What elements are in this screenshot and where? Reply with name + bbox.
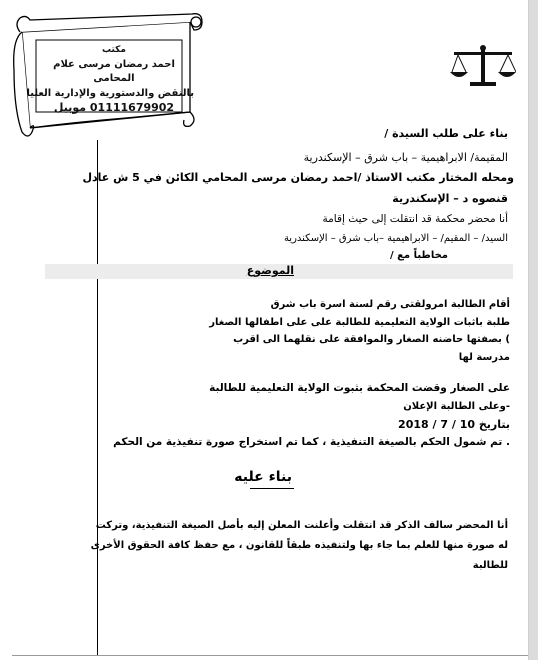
page-bottom-rule bbox=[12, 655, 528, 656]
paragraph-1-line-3: ) بصفتها حاضنه الصغار والموافقة على نقلهما الى اقرب bbox=[233, 334, 510, 345]
stamp-phone: 01111679902 موبيل bbox=[53, 101, 175, 114]
window-edge bbox=[529, 0, 538, 660]
paragraph-1-line-4: مدرسة لها bbox=[458, 352, 510, 363]
subject-heading: الموضوع bbox=[246, 264, 294, 277]
office-stamp bbox=[6, 10, 206, 142]
decision-line-1: أنا المحضر سالف الذكر قد انتقلت وأعلنت المعلن إليه بأصل الصيغة التنفيذية، وتركت bbox=[95, 520, 508, 531]
stamp-role: المحامى bbox=[93, 73, 135, 84]
header-line-7: مخاطباً مع / bbox=[389, 250, 448, 261]
scales-of-justice-icon bbox=[450, 44, 516, 88]
paragraph-2-line-3: بتاريخ 10 / 7 / 2018 bbox=[398, 418, 510, 431]
header-line-1: بناء على طلب السيدة / bbox=[384, 127, 508, 140]
margin-line bbox=[97, 140, 98, 655]
stamp-court: بالنقض والدستورية والإدارية العليا bbox=[26, 87, 194, 99]
header-line-5: أنا محضر محكمة قد انتقلت إلى حيث إقامة bbox=[322, 213, 508, 225]
paragraph-2-line-1: على الصغار وقضت المحكمة بثبوت الولاية التعليمية للطالبة bbox=[209, 382, 510, 394]
header-line-3: ومحله المختار مكتب الاستاذ /احمد رمضان مرسى المحامي الكائن في 5 ش عادل bbox=[82, 171, 514, 184]
stamp-name: احمد رمضان مرسى علام bbox=[53, 58, 175, 70]
decision-heading-underline bbox=[250, 488, 294, 489]
paragraph-1-line-1: أقام الطالبة امرولقتى رقم لسنة اسرة باب شرق bbox=[270, 299, 510, 310]
paragraph-1-line-2: طلبة باثبات الولاية التعليمية للطالبة على على اطفالها الصغار bbox=[209, 317, 510, 328]
header-line-2: المقيمة/ الابراهيمية – باب شرق – الإسكندرية bbox=[303, 151, 508, 164]
decision-line-3: للطالبة bbox=[472, 560, 508, 571]
decision-line-2: له صورة منها للعلم بما جاء بها ولتنفيذه طبقاً للقانون ، مع حفظ كافة الحقوق الأخرى bbox=[90, 540, 508, 551]
header-line-4: قنصوه د – الإسكندرية bbox=[392, 192, 508, 205]
decision-heading: بناء عليه bbox=[234, 469, 292, 485]
paragraph-2-line-2: -وعلى الطالبة الإعلان bbox=[403, 401, 510, 412]
stamp-title: مكتب bbox=[101, 45, 126, 55]
header-line-6: السيد/ – المقيم/ – الابراهيمية –باب شرق – الإسكندرية bbox=[283, 233, 508, 244]
paragraph-2-line-4: . تم شمول الحكم بالصيغة التنفيذية ، كما تم استخراج صورة تنفيذية من الحكم bbox=[113, 436, 510, 448]
